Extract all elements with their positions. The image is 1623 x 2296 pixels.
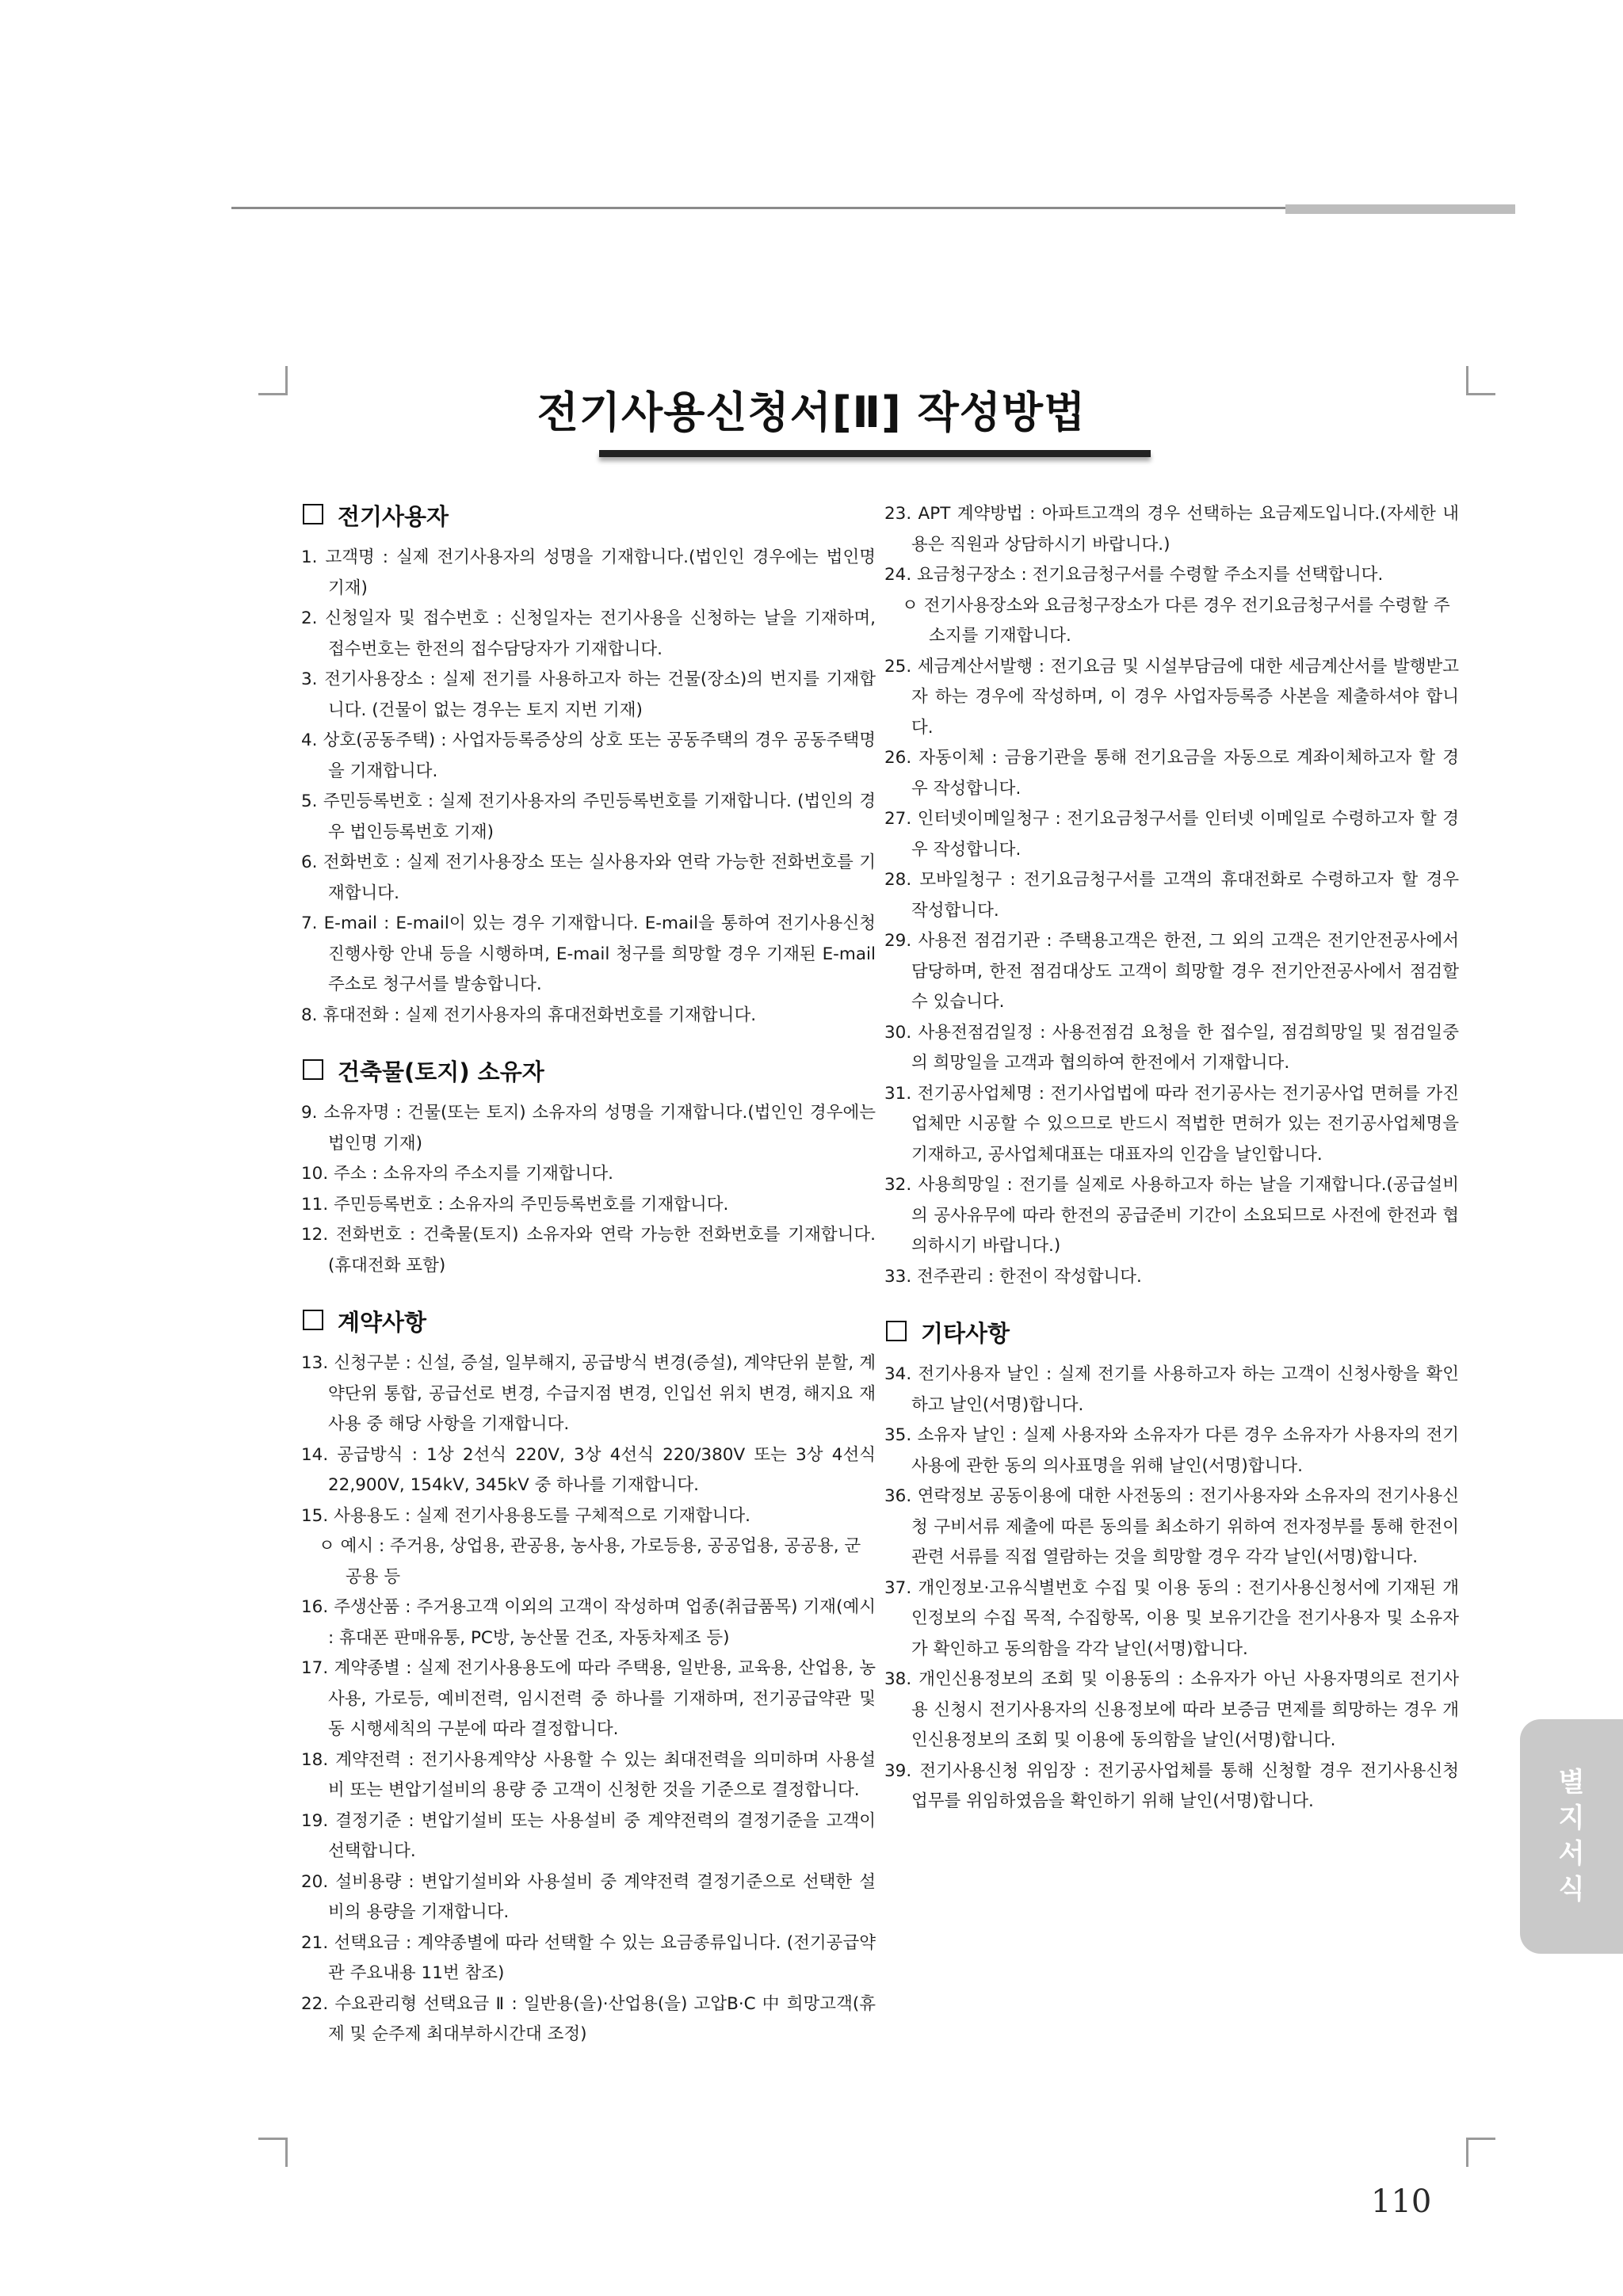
list-item: 19. 결정기준 : 변압기설비 또는 사용설비 중 계약전력의 결정기준을 고객이 선택합니다. [301, 1810, 876, 1861]
list-item: 16. 주생산품 : 주거용고객 이외의 고객이 작성하며 업종(취급품목) 기재(예시 : 휴대폰 판매유통, PC방, 농산물 건조, 자동차제조 등) [301, 1597, 876, 1648]
checkbox-square-icon [303, 1059, 323, 1080]
list-item: 31. 전기공사업체명 : 전기사업법에 따라 전기공사는 전기공사업 면허를 가진 업체만 시공할 수 있으므로 반드시 적법한 면허가 있는 전기공사업체명을 기재하고, 공사업체대표는 대표자의 인감을 날인합니다. [884, 1083, 1459, 1165]
crop-mark-bottom-left [258, 2138, 288, 2167]
side-tab [1520, 1719, 1623, 1954]
crop-mark-bottom-right [1466, 2138, 1495, 2167]
header-rule-accent [1285, 204, 1515, 214]
list-item: 36. 연락정보 공동이용에 대한 사전동의 : 전기사용자와 소유자의 전기사용신청 구비서류 제출에 따른 동의를 최소하기 위하여 전자정부를 통해 한전이 관련 서류를 직접 열람하는 것을 희망할 경우 각각 날인(서명)합니다. [884, 1486, 1459, 1567]
list-item: 24. 요금청구장소 : 전기요금청구서를 수령할 주소지를 선택합니다. [884, 565, 1384, 585]
side-tab-label: 별 지 서 식 [1558, 1767, 1585, 1905]
list-item: 9. 소유자명 : 건물(또는 토지) 소유자의 성명을 기재합니다.(법인인 경우에는 법인명 기재) [301, 1103, 876, 1154]
list-item: 30. 사용전점검일정 : 사용전점검 요청을 한 접수일, 점검희망일 및 점검일중의 희망일을 고객과 협의하여 한전에서 기재합니다. [884, 1022, 1459, 1073]
left-column [301, 499, 876, 2050]
list-item: 39. 전기사용신청 위임장 : 전기공사업체를 통해 신청할 경우 전기사용신청 업무를 위임하였음을 확인하기 위해 날인(서명)합니다. [884, 1760, 1459, 1811]
list-item: 37. 개인정보·고유식별번호 수집 및 이용 동의 : 전기사용신청서에 기재된 개인정보의 수집 목적, 수집항목, 이용 및 보유기간을 전기사용자 및 소유자가 확인하고 동의함을 각각 날인(서명)합니다. [884, 1577, 1459, 1659]
list-item: 18. 계약전력 : 전기사용계약상 사용할 수 있는 최대전력을 의미하며 사용설비 또는 변압기설비의 용량 중 고객이 신청한 것을 기준으로 결정합니다. [301, 1749, 876, 1800]
list-item: 13. 신청구분 : 신설, 증설, 일부해지, 공급방식 변경(증설), 계약단위 분할, 계약단위 통합, 공급선로 변경, 수급지점 변경, 인입선 위치 변경, 해지요 재사용 중 해당 사항을 기재합니다. [301, 1353, 876, 1434]
list-item: 11. 주민등록번호 : 소유자의 주민등록번호를 기재합니다. [301, 1194, 729, 1215]
list-item: 4. 상호(공동주택) : 사업자등록증상의 상호 또는 공동주택의 경우 공동주택명을 기재합니다. [301, 730, 876, 781]
section-heading-text: 건축물(토지) 소유자 [338, 1058, 544, 1085]
list-item: 29. 사용전 점검기관 : 주택용고객은 한전, 그 외의 고객은 전기안전공사에서 담당하며, 한전 점검대상도 고객이 희망할 경우 전기안전공사에서 점검할 수 있습니다. [884, 931, 1459, 1012]
list-item: 35. 소유자 날인 : 실제 사용자와 소유자가 다른 경우 소유자가 사용자의 전기사용에 관한 동의 의사표명을 위해 날인(서명)합니다. [884, 1425, 1459, 1476]
list-item: 27. 인터넷이메일청구 : 전기요금청구서를 인터넷 이메일로 수령하고자 할 경우 작성합니다. [884, 809, 1459, 860]
sub-item: ㅇ 전기사용장소와 요금청구장소가 다른 경우 전기요금청구서를 수령할 주소지를 기재합니다. [902, 595, 1450, 646]
section-heading [301, 1305, 876, 1337]
list-item: 26. 자동이체 : 금융기관을 통해 전기요금을 자동으로 계좌이체하고자 할 경우 작성합니다. [884, 748, 1459, 799]
list-item: 21. 선택요금 : 계약종별에 따라 선택할 수 있는 요금종류입니다. (전기공급약관 주요내용 11번 참조) [301, 1932, 876, 1983]
list-item: 20. 설비용량 : 변압기설비와 사용설비 중 계약전력 결정기준으로 선택한 설비의 용량을 기재합니다. [301, 1871, 876, 1922]
list-item: 7. E-mail : E-mail이 있는 경우 기재합니다. E-mail을 통하여 전기사용신청 진행사항 안내 등을 시행하며, E-mail 청구를 희망할 경우 기재된 E-mail 주소로 청구서를 발송합니다. [301, 913, 876, 994]
list-item: 28. 모바일청구 : 전기요금청구서를 고객의 휴대전화로 수령하고자 할 경우 작성합니다. [884, 870, 1459, 921]
page-title: 전기사용신청서[Ⅱ] 작성방법 [537, 387, 1086, 437]
list-item: 32. 사용희망일 : 전기를 실제로 사용하고자 하는 날을 기재합니다.(공급설비의 공사유무에 따라 한전의 공급준비 기간이 소요되므로 사전에 한전과 협의하시기 바랍니다.) [884, 1175, 1459, 1256]
page-number: 110 [1371, 2183, 1432, 2220]
title-underline [599, 450, 1151, 457]
list-item: 22. 수요관리형 선택요금 Ⅱ : 일반용(을)·산업용(을) 고압B·C 中 희망고객(휴제 및 순주제 최대부하시간대 조정) [301, 1993, 876, 2044]
list-item: 3. 전기사용장소 : 실제 전기를 사용하고자 하는 건물(장소)의 번지를 기재합니다. (건물이 없는 경우는 토지 지번 기재) [301, 669, 876, 720]
list-item: 2. 신청일자 및 접수번호 : 신청일자는 전기사용을 신청하는 날을 기재하며, 접수번호는 한전의 접수담당자가 기재합니다. [301, 608, 876, 659]
section-heading-text: 계약사항 [338, 1309, 427, 1336]
list-item: 17. 계약종별 : 실제 전기사용용도에 따라 주택용, 일반용, 교육용, 산업용, 농사용, 가로등, 예비전력, 임시전력 중 하나를 기재하며, 전기공급약관 및 동 시행세칙의 구분에 따라 결정합니다. [301, 1658, 876, 1739]
section-heading [301, 499, 876, 532]
right-column [884, 499, 1459, 1817]
list-item: 5. 주민등록번호 : 실제 전기사용자의 주민등록번호를 기재합니다. (법인의 경우 법인등록번호 기재) [301, 791, 876, 842]
list-item: 38. 개인신용정보의 조회 및 이용동의 : 소유자가 아닌 사용자명의로 전기사용 신청시 전기사용자의 신용정보에 따라 보증금 면제를 희망하는 경우 개인신용정보의 조회 및 이용에 동의함을 날인(서명)합니다. [884, 1669, 1459, 1750]
list-item: 15. 사용용도 : 실제 전기사용용도를 구체적으로 기재합니다. [301, 1505, 750, 1526]
section-heading-text: 기타사항 [921, 1320, 1010, 1347]
list-item: 14. 공급방식 : 1상 2선식 220V, 3상 4선식 220/380V 또는 3상 4선식 22,900V, 154kV, 345kV 중 하나를 기재합니다. [301, 1444, 876, 1495]
sub-item: ㅇ 예시 : 주거용, 상업용, 관공용, 농사용, 가로등용, 공공업용, 공공용, 군공용 등 [319, 1536, 861, 1587]
section-heading-text: 전기사용자 [338, 503, 449, 530]
list-item: 25. 세금계산서발행 : 전기요금 및 시설부담금에 대한 세금계산서를 발행받고자 하는 경우에 작성하며, 이 경우 사업자등록증 사본을 제출하셔야 합니다. [884, 656, 1459, 738]
section-heading [301, 1055, 876, 1087]
list-item: 6. 전화번호 : 실제 전기사용장소 또는 실사용자와 연락 가능한 전화번호를 기재합니다. [301, 852, 876, 903]
list-item: 1. 고객명 : 실제 전기사용자의 성명을 기재합니다.(법인인 경우에는 법인명 기재) [301, 547, 876, 598]
section-heading [884, 1316, 1459, 1348]
checkbox-square-icon [886, 1321, 907, 1341]
list-item: 23. APT 계약방법 : 아파트고객의 경우 선택하는 요금제도입니다.(자세한 내용은 직원과 상담하시기 바랍니다.) [884, 504, 1459, 555]
title-area [0, 379, 1623, 440]
checkbox-square-icon [303, 504, 323, 524]
list-item: 10. 주소 : 소유자의 주소지를 기재합니다. [301, 1164, 613, 1184]
list-item: 33. 전주관리 : 한전이 작성합니다. [884, 1266, 1142, 1287]
list-item: 8. 휴대전화 : 실제 전기사용자의 휴대전화번호를 기재합니다. [301, 1005, 757, 1025]
checkbox-square-icon [303, 1310, 323, 1330]
list-item: 34. 전기사용자 날인 : 실제 전기를 사용하고자 하는 고객이 신청사항을 확인하고 날인(서명)합니다. [884, 1364, 1459, 1415]
list-item: 12. 전화번호 : 건축물(토지) 소유자와 연락 가능한 전화번호를 기재합니다.(휴대전화 포함) [301, 1225, 876, 1276]
